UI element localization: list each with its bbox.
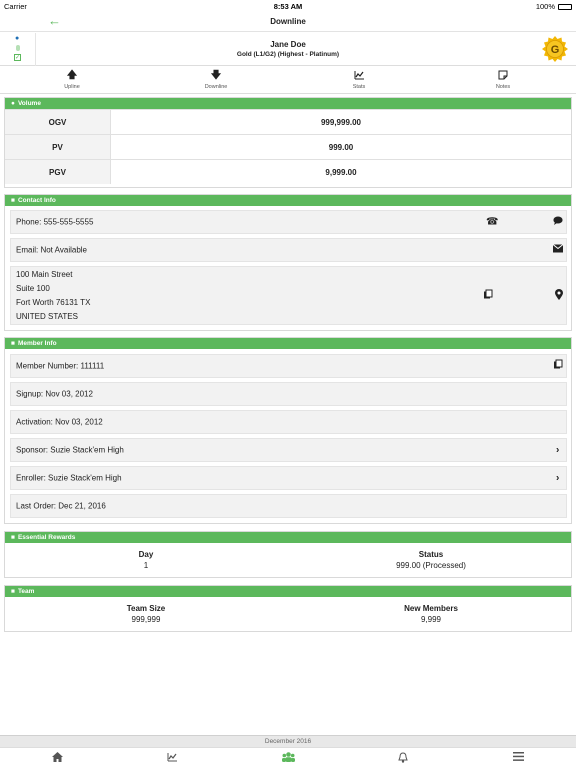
- downline-button[interactable]: 🡇 Downline: [186, 70, 246, 90]
- line-chart-icon: [329, 70, 389, 82]
- bell-icon: [398, 752, 408, 763]
- navigation-bar: [0, 12, 576, 32]
- carrier-label: Carrier: [4, 2, 27, 11]
- contact-header: ■ Contact Info: [5, 195, 571, 206]
- arrow-up-icon: 🡅: [66, 70, 78, 81]
- signup-row: Signup: Nov 03, 2012: [10, 382, 567, 406]
- battery-indicator: [536, 2, 572, 11]
- team-icon: [282, 752, 295, 762]
- chevron-right-icon: ›: [556, 444, 560, 456]
- page-title: Downline: [270, 17, 306, 26]
- team-icon: ■: [11, 588, 15, 595]
- clock: 8:53 AM: [273, 2, 303, 11]
- menu-icon: [513, 752, 524, 761]
- arrow-left-icon[interactable]: ←: [48, 13, 61, 28]
- profile-header: [0, 33, 576, 66]
- copy-icon[interactable]: [483, 289, 493, 302]
- team-section: [4, 585, 572, 632]
- email-row: Email: Not Available: [10, 238, 567, 262]
- tab-bar: [0, 747, 576, 768]
- user-icon: ■: [11, 197, 15, 204]
- copy-icon[interactable]: [553, 360, 563, 373]
- volume-section: [4, 97, 572, 188]
- member-rank: Gold (L1/G2) (Highest - Platinum): [236, 51, 340, 58]
- tab-notifications[interactable]: [393, 752, 413, 765]
- home-icon: [52, 752, 63, 762]
- upline-button[interactable]: 🡅 Upline: [42, 70, 102, 90]
- tab-chart[interactable]: [162, 752, 182, 765]
- chevron-right-icon: ›: [556, 472, 560, 484]
- status-icons: [4, 33, 36, 66]
- gauge-icon: ●: [11, 100, 15, 107]
- contact-section: [4, 194, 572, 331]
- status-bar: [0, 0, 576, 12]
- notes-button[interactable]: Notes: [473, 70, 533, 90]
- team-header: ■ Team: [5, 586, 571, 597]
- volume-row-pv: PV 999.00: [5, 134, 571, 159]
- address-row: [10, 266, 567, 325]
- phone-icon[interactable]: ☎: [486, 216, 499, 228]
- battery-icon: [558, 4, 572, 10]
- volume-header: ● Volume: [5, 98, 571, 109]
- sponsor-row[interactable]: Sponsor: Suzie Stack'em High ›: [10, 438, 567, 462]
- note-icon: [473, 70, 533, 82]
- user-icon: ■: [11, 340, 15, 347]
- team-size: Team Size 999,999: [126, 604, 166, 624]
- volume-row-pgv: PGV 9,999.00: [5, 159, 571, 184]
- tab-home[interactable]: [47, 752, 67, 765]
- rank-badge-icon: [542, 36, 568, 62]
- stats-button[interactable]: Stats: [329, 70, 389, 90]
- member-name: Jane Doe: [270, 40, 306, 49]
- phone-row: Phone: 555-555-5555 ☎: [10, 210, 567, 234]
- member-header: ■ Member Info: [5, 338, 571, 349]
- address-block: 100 Main Street Suite 100 Fort Worth 76131 TX UNITED STATES: [16, 269, 91, 321]
- rewards-status: Status 999.00 (Processed): [396, 550, 466, 570]
- activation-row: Activation: Nov 03, 2012: [10, 410, 567, 434]
- envelope-icon[interactable]: [553, 245, 563, 256]
- tab-menu[interactable]: [508, 752, 528, 765]
- chat-bubble-icon[interactable]: [553, 216, 563, 228]
- map-pin-icon[interactable]: [555, 289, 563, 303]
- action-bar: [0, 66, 576, 94]
- badge-letter: G: [550, 44, 560, 56]
- volume-row-ogv: OGV 999,999.00: [5, 109, 571, 134]
- month-selector[interactable]: December 2016: [0, 735, 576, 747]
- drop-icon: ●: [15, 35, 20, 42]
- cart-icon: ■: [11, 534, 15, 541]
- team-new-members: New Members 9,999: [404, 604, 458, 624]
- rewards-day: Day 1: [138, 550, 154, 570]
- line-chart-icon: [167, 752, 178, 762]
- essential-rewards-section: [4, 531, 572, 578]
- checkbox-icon: ✓: [15, 55, 21, 61]
- battery-percent: 100%: [535, 2, 555, 11]
- member-section: [4, 337, 572, 524]
- enroller-row[interactable]: Enroller: Suzie Stack'em High ›: [10, 466, 567, 490]
- last-order-row: Last Order: Dec 21, 2016: [10, 494, 567, 518]
- tab-team[interactable]: [278, 752, 298, 765]
- member-number-row: Member Number: 111111: [10, 354, 567, 378]
- essential-rewards-header: ■ Essential Rewards: [5, 532, 571, 543]
- arrow-down-icon: 🡇: [210, 70, 222, 81]
